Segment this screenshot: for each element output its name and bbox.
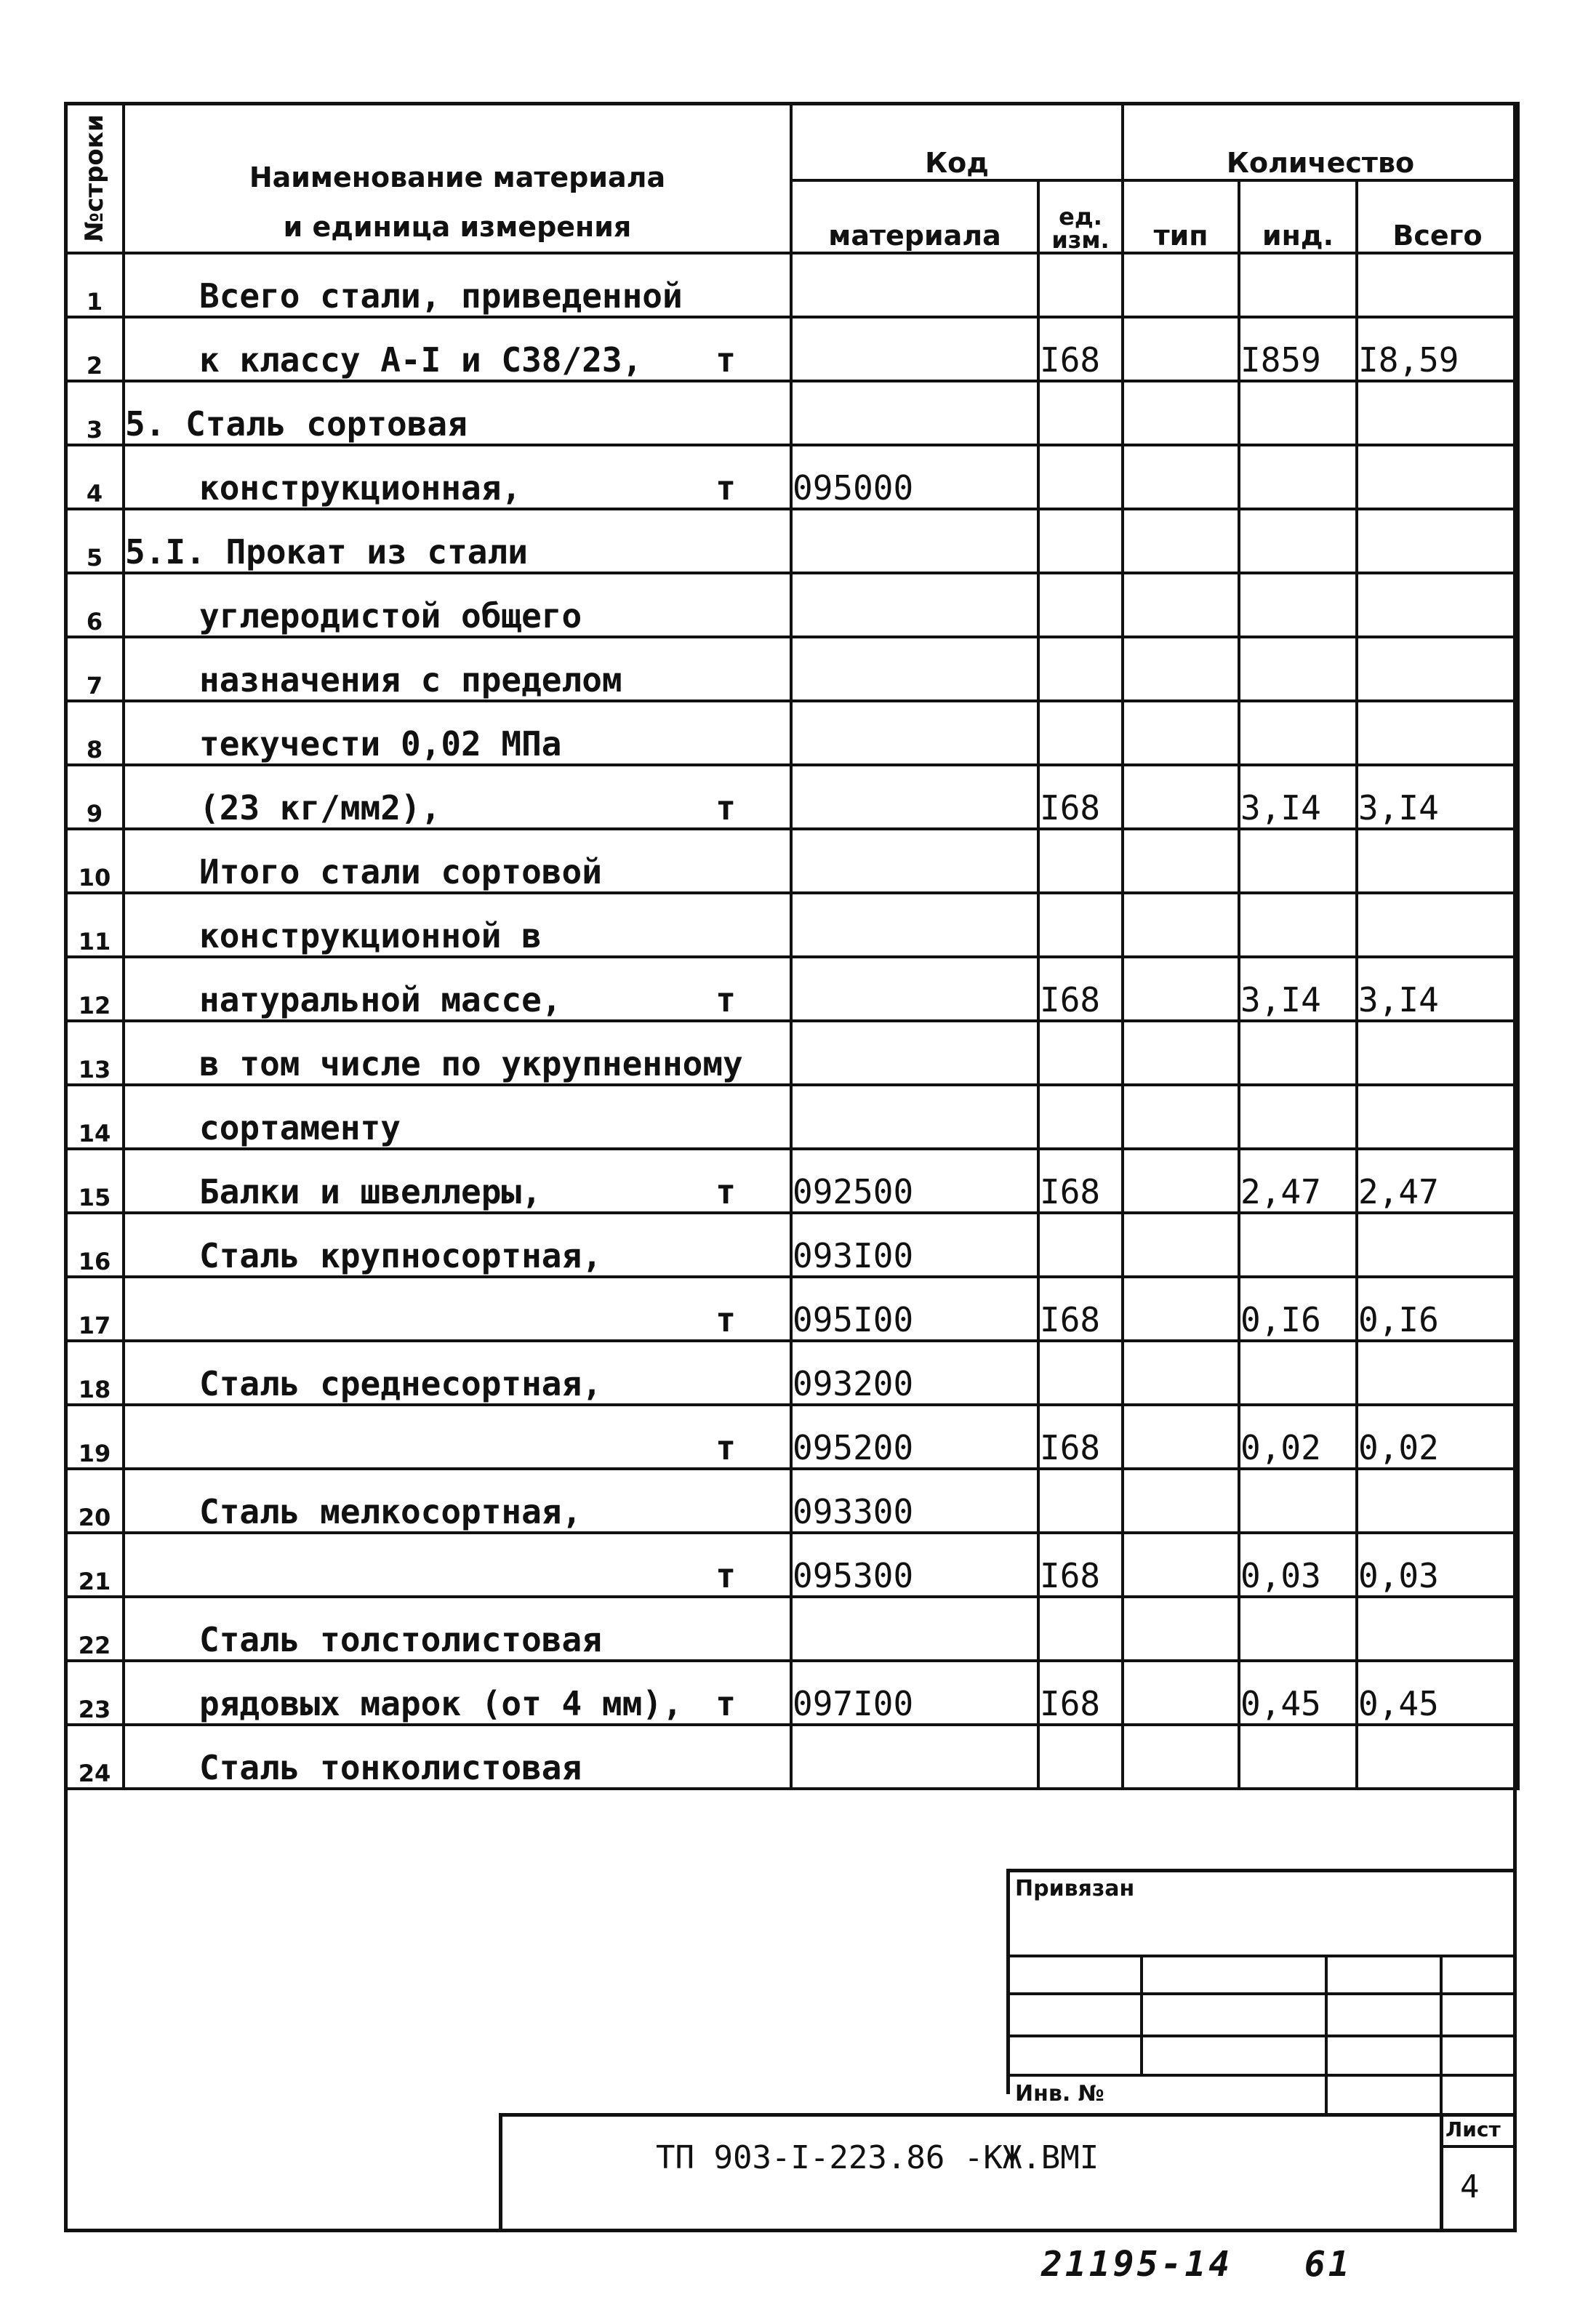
type-qty [1123, 637, 1239, 701]
row-number: 5 [65, 509, 124, 573]
unit-code [1038, 1725, 1123, 1789]
material-code [791, 957, 1038, 1021]
type-qty [1123, 1213, 1239, 1277]
unit-symbol: т [715, 1428, 736, 1467]
table-row [65, 701, 1518, 765]
table-row [65, 765, 1518, 829]
sheet-label: Лист [1445, 2117, 1501, 2141]
material-code: 095000 [791, 445, 1038, 509]
material-code [791, 1597, 1038, 1661]
ind-qty [1239, 445, 1357, 509]
type-qty [1123, 829, 1239, 893]
table-row [65, 637, 1518, 701]
unit-code [1038, 1469, 1123, 1533]
material-code [791, 765, 1038, 829]
material-name: Итого стали сортовой [124, 829, 791, 893]
row-number: 17 [65, 1277, 124, 1341]
table-row [65, 509, 1518, 573]
unit-code [1038, 637, 1123, 701]
ind-qty [1239, 1469, 1357, 1533]
total-qty [1357, 445, 1518, 509]
code-group-header: Код [791, 103, 1123, 180]
unit-code [1038, 829, 1123, 893]
table-row [65, 1277, 1518, 1341]
material-name: к классу А-I и С38/23, т [124, 317, 791, 381]
material-name: Балки и швеллеры, т [124, 1149, 791, 1213]
unit-code [1038, 445, 1123, 509]
row-number: 18 [65, 1341, 124, 1405]
unit-code [1038, 1341, 1123, 1405]
table-row [65, 573, 1518, 637]
ind-qty [1239, 1341, 1357, 1405]
material-name: рядовых марок (от 4 мм), т [124, 1661, 791, 1725]
ind-qty: 0,I6 [1239, 1277, 1357, 1341]
unit-symbol: т [715, 1300, 736, 1339]
ind-qty [1239, 1725, 1357, 1789]
material-code: 095I00 [791, 1277, 1038, 1341]
total-qty [1357, 1597, 1518, 1661]
ind-header: инд. [1239, 180, 1357, 253]
type-qty [1123, 1725, 1239, 1789]
material-code [791, 637, 1038, 701]
total-qty [1357, 1213, 1518, 1277]
material-code: 093200 [791, 1341, 1038, 1405]
ind-qty [1239, 1213, 1357, 1277]
type-qty [1123, 765, 1239, 829]
material-code: 095200 [791, 1405, 1038, 1469]
material-code: 097I00 [791, 1661, 1038, 1725]
material-name: Сталь среднесортная, [124, 1341, 791, 1405]
material-name [124, 1405, 791, 1469]
row-number: 10 [65, 829, 124, 893]
type-qty [1123, 317, 1239, 381]
row-number: 23 [65, 1661, 124, 1725]
type-qty [1123, 1021, 1239, 1085]
total-qty [1357, 637, 1518, 701]
unit-code [1038, 573, 1123, 637]
material-name: текучести 0,02 МПа [124, 701, 791, 765]
type-qty [1123, 893, 1239, 957]
material-name: углеродистой общего [124, 573, 791, 637]
table-row [65, 1213, 1518, 1277]
total-qty [1357, 509, 1518, 573]
material-code: 093300 [791, 1469, 1038, 1533]
row-number: 21 [65, 1533, 124, 1597]
ind-qty [1239, 701, 1357, 765]
ind-qty: I859 [1239, 317, 1357, 381]
type-qty [1123, 1597, 1239, 1661]
total-qty [1357, 1021, 1518, 1085]
unit-code: I68 [1038, 1533, 1123, 1597]
type-qty [1123, 1277, 1239, 1341]
table-row [65, 445, 1518, 509]
unit-symbol: т [715, 788, 736, 827]
type-qty [1123, 573, 1239, 637]
type-qty [1123, 1149, 1239, 1213]
quantity-group-header: Количество [1123, 103, 1518, 180]
material-code [791, 1021, 1038, 1085]
grid-line [1440, 1955, 1443, 2113]
grid-line [1325, 1955, 1328, 2113]
material-name: конструкционная, т [124, 445, 791, 509]
row-number: 11 [65, 893, 124, 957]
unit-code [1038, 253, 1123, 317]
row-number: 8 [65, 701, 124, 765]
total-qty [1357, 1085, 1518, 1149]
ind-qty [1239, 509, 1357, 573]
row-number: 14 [65, 1085, 124, 1149]
material-code-header: материала [791, 180, 1038, 253]
total-qty: 0,02 [1357, 1405, 1518, 1469]
inventory-number-label: Инв. № [1015, 2081, 1104, 2106]
grid-line [1140, 1955, 1143, 2074]
row-number: 13 [65, 1021, 124, 1085]
table-row [65, 1405, 1518, 1469]
unit-code: I68 [1038, 957, 1123, 1021]
material-name: Сталь толстолистовая [124, 1597, 791, 1661]
material-code [791, 509, 1038, 573]
type-qty [1123, 381, 1239, 445]
unit-symbol: т [715, 468, 736, 508]
row-number: 9 [65, 765, 124, 829]
table-row [65, 1469, 1518, 1533]
bound-label: Привязан [1015, 1876, 1135, 1901]
unit-code [1038, 1021, 1123, 1085]
material-name: 5.I. Прокат из стали [124, 509, 791, 573]
row-number: 3 [65, 381, 124, 445]
material-code [791, 253, 1038, 317]
total-qty [1357, 829, 1518, 893]
unit-code: I68 [1038, 1405, 1123, 1469]
unit-symbol: т [715, 340, 736, 380]
unit-code [1038, 893, 1123, 957]
material-code [791, 381, 1038, 445]
ind-qty [1239, 1021, 1357, 1085]
row-number: 24 [65, 1725, 124, 1789]
row-number: 2 [65, 317, 124, 381]
row-number: 15 [65, 1149, 124, 1213]
row-number: 1 [65, 253, 124, 317]
ind-qty [1239, 1597, 1357, 1661]
total-qty [1357, 1341, 1518, 1405]
unit-code: I68 [1038, 1661, 1123, 1725]
material-name: Всего стали, приведенной [124, 253, 791, 317]
type-qty [1123, 1533, 1239, 1597]
material-code [791, 893, 1038, 957]
table-row [65, 1661, 1518, 1725]
ind-qty [1239, 573, 1357, 637]
material-name: назначения с пределом [124, 637, 791, 701]
table-row [65, 1341, 1518, 1405]
total-qty [1357, 1725, 1518, 1789]
material-code: 093I00 [791, 1213, 1038, 1277]
type-qty [1123, 1341, 1239, 1405]
unit-code: I68 [1038, 1149, 1123, 1213]
table-row [65, 1533, 1518, 1597]
materials-table [64, 102, 1520, 1790]
ind-qty: 3,I4 [1239, 957, 1357, 1021]
ind-qty [1239, 637, 1357, 701]
unit-code: I68 [1038, 765, 1123, 829]
material-name: в том числе по укрупненному [124, 1021, 791, 1085]
material-code: 095300 [791, 1533, 1038, 1597]
type-qty [1123, 957, 1239, 1021]
document-designation: ТП 903-I-223.86 -КЖ.ВМI [656, 2139, 1099, 2176]
material-code [791, 829, 1038, 893]
type-qty [1123, 1469, 1239, 1533]
unit-code [1038, 381, 1123, 445]
unit-header: ед. изм. [1038, 180, 1123, 253]
total-qty [1357, 573, 1518, 637]
material-name: (23 кг/мм2), т [124, 765, 791, 829]
unit-code [1038, 1597, 1123, 1661]
table-row [65, 381, 1518, 445]
total-qty: 0,03 [1357, 1533, 1518, 1597]
table-row [65, 829, 1518, 893]
total-qty: 3,I4 [1357, 957, 1518, 1021]
sheet-number: 4 [1460, 2168, 1480, 2205]
table-body [65, 253, 1518, 1789]
type-qty [1123, 509, 1239, 573]
total-qty [1357, 381, 1518, 445]
type-qty [1123, 253, 1239, 317]
row-number-header: №строки [65, 103, 124, 253]
total-qty: 3,I4 [1357, 765, 1518, 829]
total-header: Всего [1357, 180, 1518, 253]
ind-qty [1239, 1085, 1357, 1149]
table-row [65, 253, 1518, 317]
material-name [124, 1533, 791, 1597]
table-row [65, 1021, 1518, 1085]
type-qty [1123, 1405, 1239, 1469]
ind-qty: 0,02 [1239, 1405, 1357, 1469]
material-code [791, 317, 1038, 381]
material-code [791, 701, 1038, 765]
material-name: натуральной массе, т [124, 957, 791, 1021]
handwritten-note: 21195-14 61 [1041, 2244, 1352, 2285]
row-number: 19 [65, 1405, 124, 1469]
material-name: Сталь мелкосортная, [124, 1469, 791, 1533]
material-name: конструкционной в [124, 893, 791, 957]
total-qty: I8,59 [1357, 317, 1518, 381]
unit-symbol: т [715, 1172, 736, 1211]
material-code [791, 1085, 1038, 1149]
ind-qty [1239, 829, 1357, 893]
table-row [65, 1597, 1518, 1661]
material-name [124, 1277, 791, 1341]
unit-symbol: т [715, 1556, 736, 1595]
material-code [791, 1725, 1038, 1789]
row-number: 20 [65, 1469, 124, 1533]
total-qty: 2,47 [1357, 1149, 1518, 1213]
material-code [791, 573, 1038, 637]
type-qty [1123, 1085, 1239, 1149]
unit-code [1038, 509, 1123, 573]
row-number: 6 [65, 573, 124, 637]
unit-code [1038, 1085, 1123, 1149]
ind-qty: 2,47 [1239, 1149, 1357, 1213]
type-qty [1123, 1661, 1239, 1725]
sheet-divider [1440, 2145, 1517, 2148]
unit-code [1038, 701, 1123, 765]
unit-code: I68 [1038, 317, 1123, 381]
row-number: 22 [65, 1597, 124, 1661]
total-qty: 0,45 [1357, 1661, 1518, 1725]
total-qty [1357, 253, 1518, 317]
table-row [65, 317, 1518, 381]
row-number: 12 [65, 957, 124, 1021]
material-name: Сталь тонколистовая [124, 1725, 791, 1789]
table-row [65, 957, 1518, 1021]
unit-code: I68 [1038, 1277, 1123, 1341]
total-qty [1357, 701, 1518, 765]
total-qty: 0,I6 [1357, 1277, 1518, 1341]
table-row [65, 1149, 1518, 1213]
type-header: тип [1123, 180, 1239, 253]
row-number: 4 [65, 445, 124, 509]
table-row [65, 1725, 1518, 1789]
ind-qty [1239, 893, 1357, 957]
ind-qty: 0,03 [1239, 1533, 1357, 1597]
ind-qty [1239, 253, 1357, 317]
ind-qty: 3,I4 [1239, 765, 1357, 829]
total-qty [1357, 1469, 1518, 1533]
row-number: 7 [65, 637, 124, 701]
material-name: 5. Сталь сортовая [124, 381, 791, 445]
material-name: Сталь крупносортная, [124, 1213, 791, 1277]
total-qty [1357, 893, 1518, 957]
unit-symbol: т [715, 980, 736, 1019]
unit-symbol: т [715, 1684, 736, 1723]
table-row [65, 1085, 1518, 1149]
row-number: 16 [65, 1213, 124, 1277]
material-name-header: Наименование материала и единица измерения [124, 103, 791, 253]
material-code: 092500 [791, 1149, 1038, 1213]
table-row [65, 893, 1518, 957]
type-qty [1123, 445, 1239, 509]
unit-code [1038, 1213, 1123, 1277]
type-qty [1123, 701, 1239, 765]
material-name: сортаменту [124, 1085, 791, 1149]
ind-qty [1239, 381, 1357, 445]
ind-qty: 0,45 [1239, 1661, 1357, 1725]
